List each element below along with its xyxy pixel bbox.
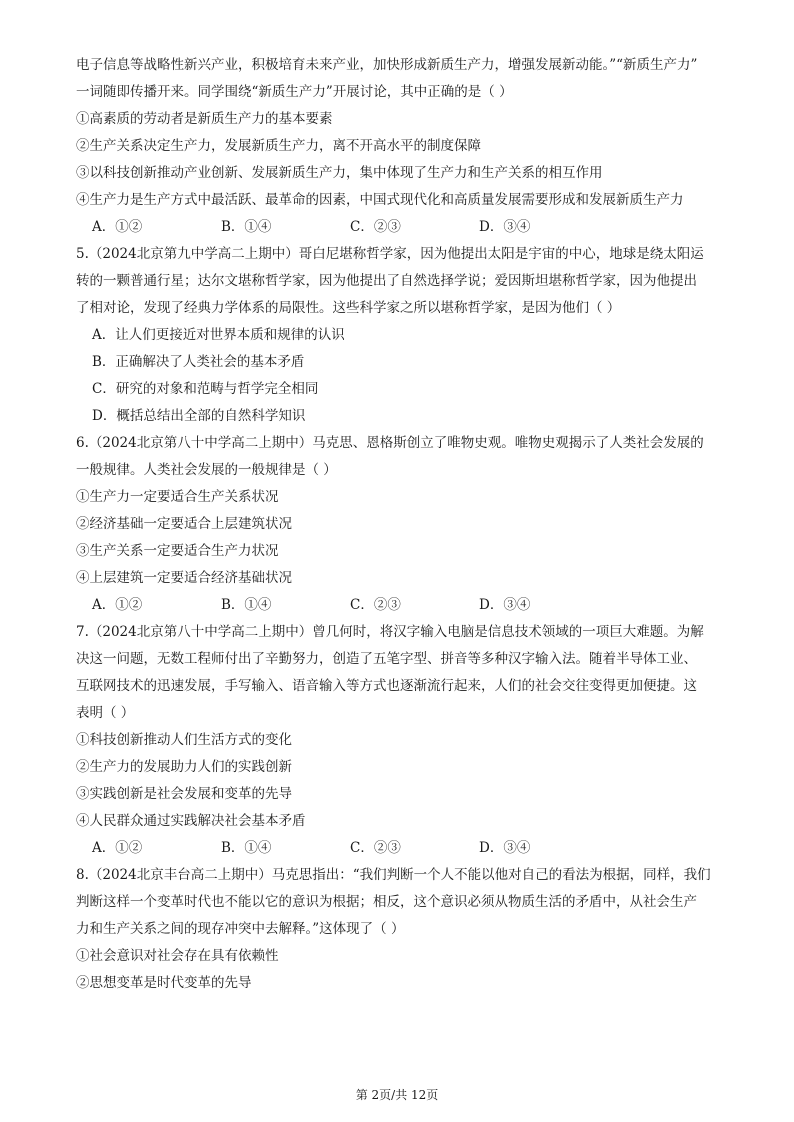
q6-choice-a: A．①② [92,597,143,613]
q5-choice-a: A．让人们更接近对世界本质和规律的认识 [92,327,345,343]
q5-stem-line-1: 5.（2024北京第九中学高二上期中）哥白尼堪称哲学家，因为他提出太阳是宇宙的中心，地球是绕太阳运 [76,246,704,262]
q8-stem-line-1: 8.（2024北京丰台高二上期中）马克思指出：“我们判断一个人不能以他对自己的看法为根据，同样，我们 [76,867,711,883]
q7-choices [76,835,726,862]
q7-statement-1: ①科技创新推动人们生活方式的变化 [76,732,292,748]
question-7 [76,619,726,862]
q4-statement-3: ③以科技创新推动产业创新、发展新质生产力，集中体现了生产力和生产关系的相互作用 [76,165,603,181]
q5-stem-line-3: 了相对论，发现了经典力学体系的局限性。这些科学家之所以堪称哲学家，是因为他们（ ） [76,300,621,316]
page-number: 第 2页/共 12页 [355,1088,439,1102]
q4-choice-c: C．②③ [350,219,401,235]
question-6 [76,430,726,619]
q6-choice-d: D．③④ [479,597,531,613]
q4-choices [76,214,726,241]
question-8 [76,862,726,997]
q7-choice-b: B．①④ [221,840,272,856]
q7-statement-4: ④人民群众通过实践解决社会基本矛盾 [76,813,306,829]
q7-statement-2: ②生产力的发展助力人们的实践创新 [76,759,292,775]
q6-statement-2: ②经济基础一定要适合上层建筑状况 [76,516,292,532]
q7-statement-3: ③实践创新是社会发展和变革的先导 [76,786,292,802]
q6-choice-c: C．②③ [350,597,401,613]
q4-stem-line-2: 一词随即传播开来。同学围绕“新质生产力”开展讨论，其中正确的是（ ） [76,84,513,100]
question-4 [76,52,726,241]
q8-stem-line-2: 判断这样一个变革时代也不能以它的意识为根据；相反，这个意识必须从物质生活的矛盾中，从社会生产 [76,894,697,910]
q6-stem-line-2: 一般规律。人类社会发展的一般规律是（ ） [76,462,337,478]
q6-stem-line-1: 6.（2024北京第八十中学高二上期中）马克思、恩格斯创立了唯物史观。唯物史观揭示了人类社会发展的 [76,435,704,451]
q4-choice-a: A．①② [92,219,143,235]
q6-statement-4: ④上层建筑一定要适合经济基础状况 [76,570,292,586]
q5-choice-c: C．研究的对象和范畴与哲学完全相同 [92,381,319,397]
q7-stem-line-1: 7.（2024北京第八十中学高二上期中）曾几何时，将汉字输入电脑是信息技术领域的一项巨大难题。为解 [76,624,704,640]
q4-stem-line-1: 电子信息等战略性新兴产业，积极培育未来产业，加快形成新质生产力，增强发展新动能。”“新质生产力” [76,57,698,73]
q6-choice-b: B．①④ [221,597,272,613]
q7-choice-c: C．②③ [350,840,401,856]
q7-choice-d: D．③④ [479,840,531,856]
q6-statement-1: ①生产力一定要适合生产关系状况 [76,489,279,505]
q8-statement-1: ①社会意识对社会存在具有依赖性 [76,948,279,964]
q4-statement-4: ④生产力是生产方式中最活跃、最革命的因素，中国式现代化和高质量发展需要形成和发展新质生产力 [76,192,684,208]
q6-choices [76,592,726,619]
q5-stem-line-2: 转的一颗普通行星；达尔文堪称哲学家，因为他提出了自然选择学说；爱因斯坦堪称哲学家，因为他提出 [76,273,697,289]
q8-statement-2: ②思想变革是时代变革的先导 [76,975,252,991]
page-content [76,52,726,997]
q4-statement-1: ①高素质的劳动者是新质生产力的基本要素 [76,111,333,127]
q5-choice-b: B．正确解决了人类社会的基本矛盾 [92,354,305,370]
q4-choice-d: D．③④ [479,219,531,235]
q6-statement-3: ③生产关系一定要适合生产力状况 [76,543,279,559]
q4-statement-2: ②生产关系决定生产力，发展新质生产力，离不开高水平的制度保障 [76,138,481,154]
q4-choice-b: B．①④ [221,219,272,235]
question-5 [76,241,726,430]
q7-stem-line-2: 决这一问题，无数工程师付出了辛勤努力，创造了五笔字型、拼音等多种汉字输入法。随着半导体工业、 [76,651,697,667]
q7-stem-line-4: 表明（ ） [76,705,135,721]
q7-choice-a: A．①② [92,840,143,856]
q7-stem-line-3: 互联网技术的迅速发展，手写输入、语音输入等方式也逐渐流行起来，人们的社会交往变得更加便捷。这 [76,678,697,694]
q8-stem-line-3: 力和生产关系之间的现存冲突中去解释。”这体现了（ ） [76,921,405,937]
q5-choice-d: D．概括总结出全部的自然科学知识 [92,408,306,424]
